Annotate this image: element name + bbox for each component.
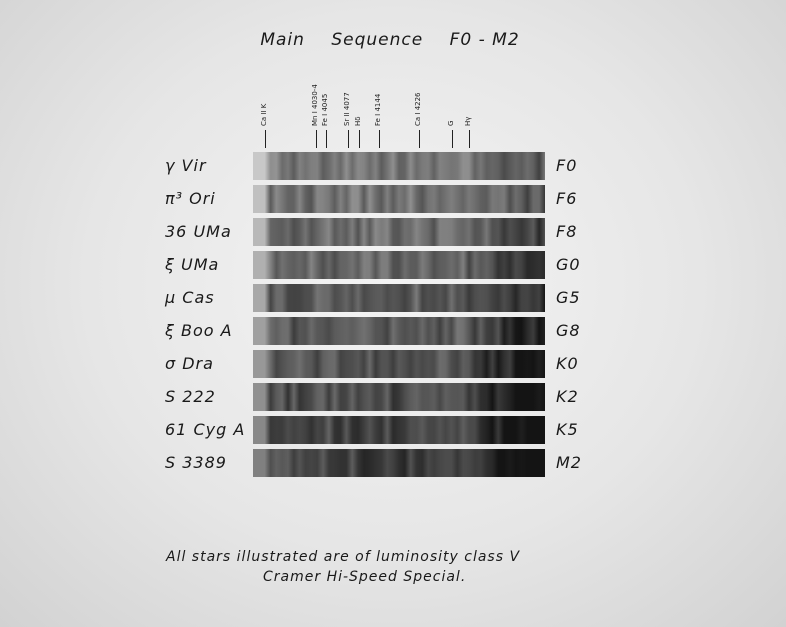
spectral-line-tick (326, 130, 327, 148)
title-range: F0 - M2 (449, 30, 520, 50)
star-name: ξ Boo A (165, 321, 233, 340)
spectral-line-tick (469, 130, 470, 148)
star-name: 61 Cyg A (165, 420, 246, 439)
spectrum-strip (253, 317, 545, 345)
spectral-class-label: K5 (556, 420, 579, 439)
spectrum-strip (253, 416, 545, 444)
spectral-class-label: F8 (556, 222, 578, 241)
spectrum-strip (253, 284, 545, 312)
star-name: μ Cas (165, 288, 215, 307)
spectrum-strip (253, 185, 545, 213)
spectrum-strip (253, 251, 545, 279)
spectral-class-label: F6 (556, 189, 578, 208)
spectral-class-label: G8 (556, 321, 581, 340)
title-word-main: Main (260, 30, 305, 50)
spectral-line-tick (452, 130, 453, 148)
star-name: π³ Ori (165, 189, 216, 208)
spectral-line-label: Sr II 4077 (343, 92, 351, 126)
spectral-line-label: G (447, 120, 455, 126)
spectral-line-tick (379, 130, 380, 148)
spectrum-strip (253, 218, 545, 246)
spectral-class-label: K2 (556, 387, 579, 406)
spectral-line-label: Ca II K (260, 103, 268, 126)
spectral-line-tick (265, 130, 266, 148)
star-name: S 3389 (165, 453, 227, 472)
spectral-line-label: Fe I 4144 (374, 93, 382, 126)
spectral-line-label: Fe I 4045 (321, 93, 329, 126)
footer-emulsion-note: Cramer Hi-Speed Special. (263, 569, 467, 585)
star-name: σ Dra (165, 354, 214, 373)
spectral-line-tick (348, 130, 349, 148)
spectral-class-label: M2 (556, 453, 582, 472)
spectral-class-label: G5 (556, 288, 581, 307)
spectrum-strip (253, 383, 545, 411)
spectral-line-tick (359, 130, 360, 148)
spectrum-strip (253, 152, 545, 180)
spectral-line-label: Hδ (354, 116, 362, 126)
plate-title (230, 30, 550, 50)
spectrum-strip (253, 350, 545, 378)
spectral-class-label: F0 (556, 156, 578, 175)
star-name: γ Vir (165, 156, 207, 175)
spectral-line-tick (316, 130, 317, 148)
title-word-sequence: Sequence (331, 30, 424, 50)
spectral-class-label: K0 (556, 354, 579, 373)
spectral-line-label: Ca I 4226 (414, 92, 422, 126)
star-name: S 222 (165, 387, 216, 406)
spectral-line-tick (419, 130, 420, 148)
star-name: 36 UMa (165, 222, 232, 241)
spectrum-strip (253, 449, 545, 477)
star-name: ξ UMa (165, 255, 220, 274)
spectral-line-label: Hγ (464, 116, 472, 126)
spectral-class-label: G0 (556, 255, 581, 274)
footer-luminosity-note: All stars illustrated are of luminosity class V (166, 549, 521, 565)
spectral-line-label: Mn I 4030-4 (311, 84, 319, 126)
